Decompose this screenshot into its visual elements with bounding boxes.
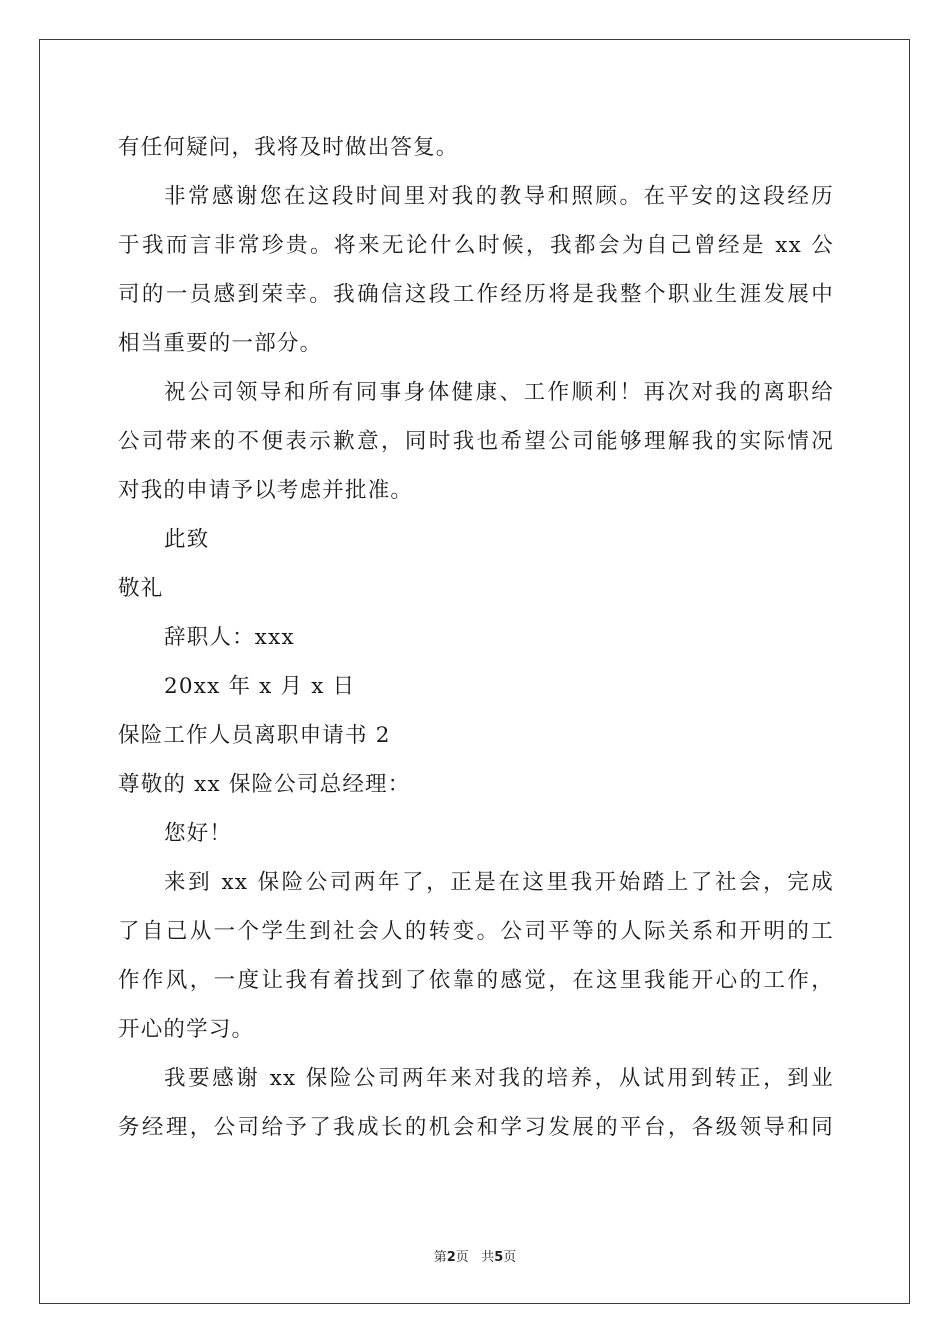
- text-line: 了自己从一个学生到社会人的转变。公司平等的人际关系和开明的工: [118, 919, 834, 944]
- footer-total-suffix: 页: [503, 1250, 517, 1265]
- text-line: 司的一员感到荣幸。我确信这段工作经历将是我整个职业生涯发展中: [118, 282, 834, 307]
- footer-page-prefix: 第: [433, 1250, 447, 1265]
- text-line: 公司带来的不便表示歉意，同时我也希望公司能够理解我的实际情况: [118, 429, 834, 454]
- footer-page-number: 2: [446, 1250, 456, 1265]
- document-body: [118, 128, 834, 1157]
- date-line: 20xx 年 x 月 x 日: [164, 674, 356, 699]
- text-line: 我要感谢 xx 保险公司两年来对我的培养，从试用到转正，到业: [164, 1066, 834, 1091]
- text-line: 非常感谢您在这段时间里对我的教导和照顾。在平安的这段经历: [164, 184, 834, 209]
- closing-salutation: 此致: [164, 527, 210, 552]
- text-line: 来到 xx 保险公司两年了，正是在这里我开始踏上了社会，完成: [164, 870, 834, 895]
- greeting: 您好！: [164, 821, 233, 846]
- text-line: 相当重要的一部分。: [118, 331, 323, 356]
- text-line: 于我而言非常珍贵。将来无论什么时候，我都会为自己曾经是 xx 公: [118, 233, 834, 258]
- closing-regards: 敬礼: [118, 576, 164, 601]
- letter-addressee: 尊敬的 xx 保险公司总经理：: [118, 772, 411, 797]
- signature-line: 辞职人：xxx: [164, 625, 295, 650]
- footer-total-pages: 5: [494, 1250, 504, 1265]
- page-footer: [0, 1246, 950, 1265]
- text-line: 有任何疑问，我将及时做出答复。: [118, 135, 459, 160]
- text-line: 作作风，一度让我有着找到了依靠的感觉，在这里我能开心的工作，: [118, 968, 834, 993]
- text-line: 务经理，公司给予了我成长的机会和学习发展的平台，各级领导和同: [118, 1115, 834, 1140]
- footer-total-prefix: 共: [481, 1250, 495, 1265]
- text-line: 开心的学习。: [118, 1017, 255, 1042]
- section-title: 保险工作人员离职申请书 2: [118, 723, 391, 748]
- footer-page-suffix: 页: [455, 1250, 469, 1265]
- text-line: 祝公司领导和所有同事身体健康、工作顺利！再次对我的离职给: [164, 380, 834, 405]
- text-line: 对我的申请予以考虑并批准。: [118, 478, 414, 503]
